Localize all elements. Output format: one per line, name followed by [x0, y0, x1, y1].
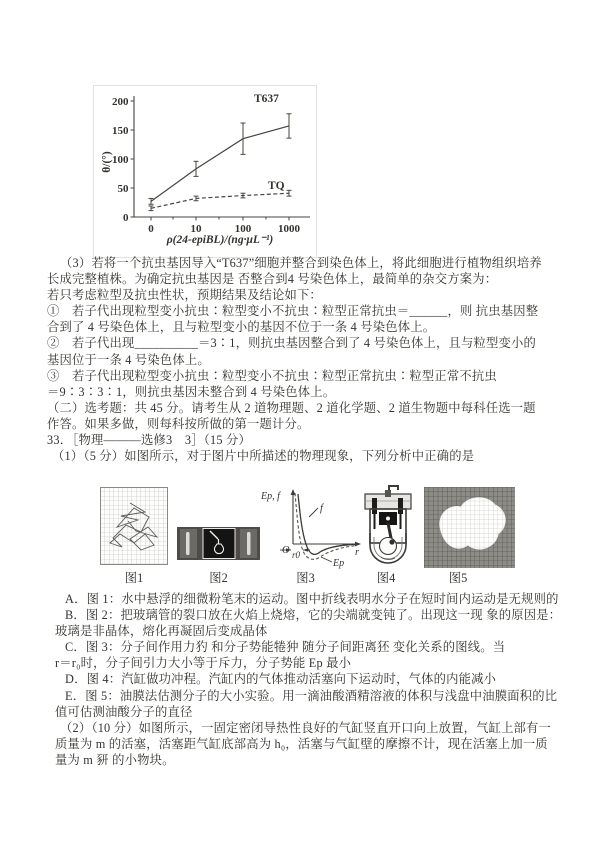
- text-line: （1）（5 分）如图所示，对于图片中所描述的物理现象，下列分析中正确的是: [52, 449, 475, 464]
- svg-text:ρ(24-epiBL)/(ng·μL⁻¹): ρ(24-epiBL)/(ng·μL⁻¹): [166, 234, 274, 246]
- text-line: （2）（10 分）如图所示，一固定密闭导热性良好的气缸竖直开口向上放置，气缸上部有一: [60, 720, 552, 735]
- svg-text:100: 100: [112, 153, 129, 166]
- glass-tube-photo: [177, 527, 260, 560]
- text-line: 质量为 m 的活塞，活塞距气缸底部高为 h₀，活塞与气缸壁的摩擦不计，现在活塞上加一质: [55, 736, 548, 751]
- force-potential-graph: [260, 486, 364, 578]
- text-line: 若只考虑粒型及抗虫性状，预期结果及结论如下：: [47, 288, 322, 303]
- option-a: A．图 1：水中悬浮的细微粉笔末的运动。图中折线表明水分子在短时间内运动是无规则的: [65, 592, 559, 606]
- fig3-r-label: r: [355, 547, 360, 558]
- text-line: （二）选考题：共 45 分。请考生从 2 道物理题、2 道化学题、2 道生物题中每科任选一题: [47, 400, 536, 415]
- fig3-ep-label: Ep: [333, 558, 345, 569]
- svg-text:100: 100: [234, 223, 252, 235]
- svg-text:T637: T637: [254, 93, 279, 105]
- option-e: E．图 5：油膜法估测分子的大小实验。用一滴油酸酒精溶液的体积与浅盘中油膜面积的比: [65, 688, 558, 703]
- svg-text:50: 50: [117, 182, 129, 195]
- text-line: 作答。如果多做，则每科按所做的第一题计分。: [47, 416, 310, 431]
- svg-text:θ/(°): θ/(°): [101, 151, 113, 173]
- question-33-heading: 33．［物理———选修3 3］（15 分）: [47, 433, 252, 448]
- text-line: ② 若子代出现__________＝3∶1，则抗虫基因整合到了 4 号染色体上，且与粒型变小的: [47, 336, 536, 351]
- figure-5-oil-film: [424, 487, 515, 573]
- option-b: B．图 2：把玻璃管的裂口放在火焰上烧熔，它的尖端就变钝了。出现这一现 象的原因是：: [65, 608, 562, 623]
- figure-2-caption: 图2: [209, 571, 228, 585]
- option-c: C．图 3：分子间作用力犳 和分子势能犈狆 随分子间距离狉 变化关系的图线。当: [65, 640, 506, 655]
- chart-svg: [94, 86, 316, 255]
- svg-text:0: 0: [148, 223, 154, 235]
- svg-text:TQ: TQ: [268, 180, 285, 192]
- fig3-axis-label: Ep, f: [261, 491, 280, 502]
- svg-text:10: 10: [190, 223, 202, 235]
- question-text-lower: [55, 591, 561, 768]
- text-line: 值可估测油酸分子的直径: [55, 704, 193, 719]
- question-text-upper: [47, 255, 542, 464]
- figure-4-engine-cylinder: [361, 481, 415, 580]
- figure-2-glass-tube-photo: [177, 527, 260, 565]
- svg-text:0: 0: [123, 211, 129, 224]
- fig3-f-label: f: [320, 503, 323, 514]
- text-line: 合到了 4 号染色体上，且与粒型变小的基因不位于一条 4 号染色体上。: [47, 320, 436, 335]
- figure-4-caption: 图4: [376, 571, 396, 585]
- svg-text:150: 150: [112, 124, 129, 137]
- figure-3-molecular-force-graph: [260, 486, 364, 583]
- fig3-origin-label: O: [282, 545, 290, 556]
- svg-text:200: 200: [112, 95, 129, 108]
- option-d: D．图 4：汽缸做功冲程。汽缸内的气体推动活塞向下运动时，气体的内能减小: [65, 672, 497, 687]
- theta-dose-chart: [93, 85, 317, 258]
- figure-1-brownian-motion: [100, 487, 168, 570]
- text-line: r＝r₀时，分子间引力大小等于斥力，分子势能 Ep 最小: [55, 656, 352, 671]
- svg-text:1000: 1000: [278, 223, 300, 235]
- figure-1-caption: 图1: [124, 571, 144, 585]
- text-line: （3）若将一个抗虫基因导入“T637”细胞并整合到染色体上，将此细胞进行植物组织培养: [60, 256, 542, 270]
- text-line: ＝9∶3∶3∶1，则抗虫基因未整合到 4 号染色体上。: [47, 384, 336, 399]
- fig3-r0-label: r0: [292, 550, 301, 560]
- text-line: ③ 若子代出现粒型变小抗虫∶粒型变小不抗虫∶粒型正常抗虫∶粒型正常不抗虫: [47, 368, 497, 383]
- text-line: 长成完整植株。为确定抗虫基因是 否整合到4 号染色体上，最简单的杂交方案为：: [47, 272, 498, 287]
- oil-film-diagram: [424, 487, 515, 568]
- brownian-motion-diagram: [100, 487, 168, 565]
- figure-3-caption: 图3: [296, 571, 315, 585]
- engine-diagram: [361, 481, 415, 575]
- text-line: 量为 m 豜 的小物块。: [55, 752, 175, 767]
- figure-5-caption: 图5: [448, 571, 468, 585]
- text-line: 玻璃是非晶体，熔化再凝固后变成晶体: [55, 624, 268, 639]
- text-line: ① 若子代出现粒型变小抗虫∶粒型变小不抗虫∶粒型正常抗虫＝______，则 抗虫基因整: [47, 304, 539, 319]
- text-line: 基因位于一条 4 号染色体上。: [47, 352, 210, 367]
